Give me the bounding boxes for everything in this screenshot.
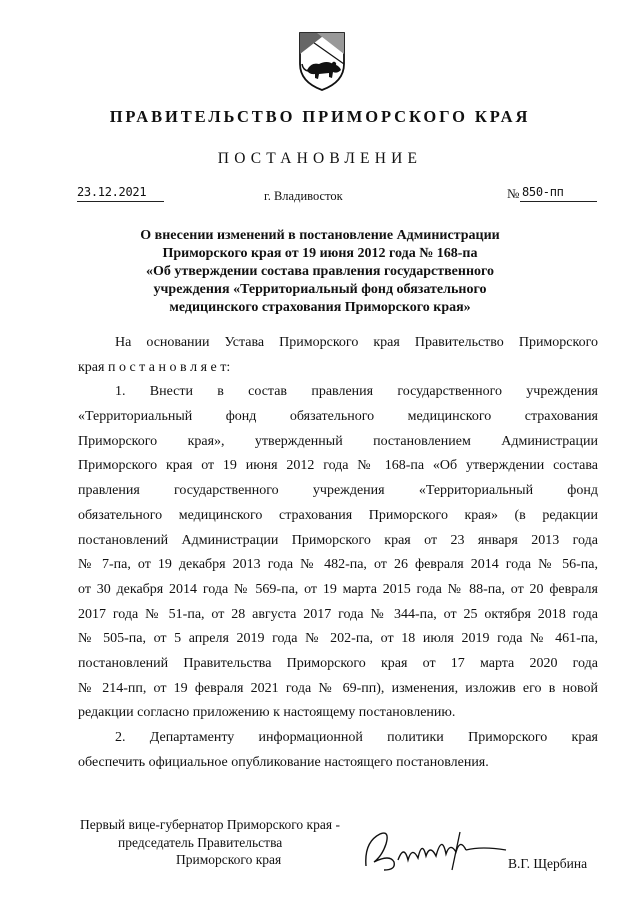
date-underline — [77, 201, 164, 202]
signatory-position — [80, 816, 340, 869]
body-line: Приморского края», утвержденный постановлением Администрации — [78, 433, 598, 449]
body-line: № 7-па, от 19 декабря 2013 года № 482-па, от 26 февраля 2014 года № 56-па, — [78, 557, 598, 573]
heading-line: учреждения «Территориальный фонд обязательного — [153, 282, 487, 297]
document-body — [78, 331, 598, 775]
coat-of-arms-icon — [297, 30, 347, 92]
body-line: обеспечить официальное опубликование настоящего постановления. — [78, 754, 489, 770]
number-label: № — [507, 186, 520, 201]
body-line: редакции согласно приложению к настоящему постановлению. — [78, 705, 456, 721]
body-line: правления государственного учреждения «Территориальный фонд — [78, 483, 598, 499]
document-city: г. Владивосток — [264, 189, 343, 203]
heading-line: Приморского края от 19 июня 2012 года № 168-па — [162, 246, 478, 261]
body-line: Приморского края от 19 июня 2012 года № 168-па «Об утверждении состава — [78, 458, 598, 474]
body-line: «Территориальный фонд обязательного медицинского страхования — [78, 409, 598, 425]
heading-line: О внесении изменений в постановление Администрации — [140, 228, 500, 243]
body-line: постановлений Администрации Приморского края от 23 января 2013 года — [78, 532, 598, 548]
body-line: 2. Департаменту информационной политики Приморского края — [115, 730, 598, 745]
body-line: края п о с т а н о в л я е т: — [78, 359, 231, 375]
position-line: Приморского края — [176, 852, 282, 867]
document-date: 23.12.2021 — [77, 185, 147, 199]
body-line: № 214-пп, от 19 февраля 2021 года № 69-пп), изменения, изложив его в новой — [78, 680, 598, 696]
position-line: Первый вице-губернатор Приморского края - — [80, 817, 340, 832]
heading-line: медицинского страхования Приморского края» — [169, 300, 471, 315]
body-line: На основании Устава Приморского края Правительство Приморского — [115, 335, 598, 350]
body-line: 1. Внести в состав правления государственного учреждения — [115, 384, 598, 400]
government-title: ПРАВИТЕЛЬСТВО ПРИМОРСКОГО КРАЯ — [109, 107, 531, 126]
number-underline — [520, 201, 597, 202]
document-number: 850-пп — [522, 185, 564, 199]
body-line: от 30 декабря 2014 года № 569-па, от 19 марта 2015 года № 88-па, от 20 февраля — [78, 581, 598, 597]
heading-line: «Об утверждении состава правления государственного — [145, 264, 495, 279]
body-line: 2017 года № 51-па, от 28 августа 2017 года № 344-па, от 25 октября 2018 года — [78, 606, 598, 622]
body-line: обязательного медицинского страхования Приморского края» (в редакции — [78, 507, 598, 523]
signer-name: В.Г. Щербина — [508, 856, 588, 871]
document-type: ПОСТАНОВЛЕНИЕ — [217, 150, 423, 167]
position-line: председатель Правительства — [118, 834, 283, 850]
document-heading — [120, 227, 520, 317]
body-line: № 505-па, от 5 апреля 2019 года № 202-па, от 18 июля 2019 года № 461-па, — [78, 631, 598, 647]
body-line: постановлений Правительства Приморского края от 17 марта 2020 года — [78, 655, 598, 671]
handwritten-signature — [360, 826, 510, 876]
